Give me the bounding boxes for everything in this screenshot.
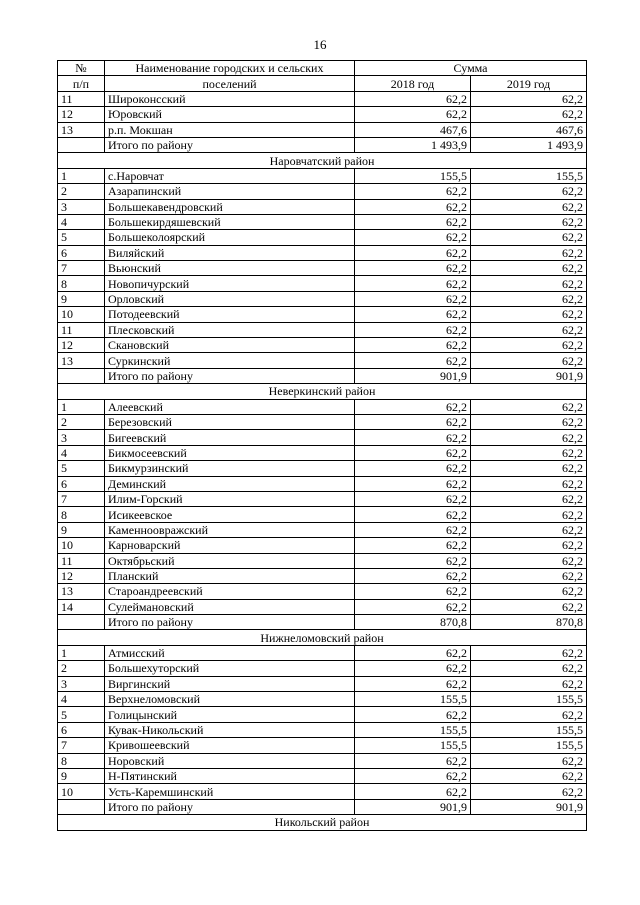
total-label: Итого по району [105,137,355,152]
table-row [58,661,587,676]
table-row [58,122,587,137]
amount-2018: 62,2 [355,753,471,768]
total-2019: 901,9 [471,799,587,814]
row-number: 4 [58,214,105,229]
row-number: 1 [58,399,105,414]
settlement-name: Большехуторский [105,661,355,676]
settlement-name: Большекирдяшевский [105,214,355,229]
region-name: Никольский район [58,815,587,830]
settlement-name: р.п. Мокшан [105,122,355,137]
row-number: 3 [58,676,105,691]
row-number: 14 [58,599,105,614]
settlement-name: Бигеевский [105,430,355,445]
table-row [58,553,587,568]
region-name: Наровчатский район [58,153,587,168]
total-number-blank [58,799,105,814]
table-row [58,168,587,183]
budget-table [57,60,587,831]
table-row [58,522,587,537]
amount-2018: 62,2 [355,707,471,722]
total-number-blank [58,615,105,630]
amount-2019: 62,2 [471,645,587,660]
settlement-name: Планский [105,568,355,583]
table-row [58,707,587,722]
total-label: Итого по району [105,615,355,630]
row-number: 5 [58,461,105,476]
settlement-name: Широконсский [105,91,355,106]
settlement-name: Юровский [105,107,355,122]
table-row [58,692,587,707]
total-2019: 901,9 [471,368,587,383]
amount-2019: 62,2 [471,661,587,676]
amount-2019: 62,2 [471,399,587,414]
amount-2018: 62,2 [355,538,471,553]
amount-2018: 62,2 [355,107,471,122]
table-row [58,430,587,445]
amount-2018: 62,2 [355,476,471,491]
total-label: Итого по району [105,799,355,814]
amount-2019: 62,2 [471,414,587,429]
row-number: 11 [58,322,105,337]
amount-2019: 62,2 [471,199,587,214]
table-row [58,261,587,276]
row-number: 7 [58,738,105,753]
total-2018: 901,9 [355,799,471,814]
region-name: Нижнеломовский район [58,630,587,645]
settlement-name: Усть-Каремшинский [105,784,355,799]
settlement-name: Орловский [105,291,355,306]
region-header-row [58,153,587,168]
amount-2019: 62,2 [471,430,587,445]
table-row [58,461,587,476]
settlement-name: Кривошеевский [105,738,355,753]
amount-2019: 155,5 [471,722,587,737]
header-year-2019: 2019 год [471,76,587,91]
region-header-row [58,815,587,830]
amount-2018: 62,2 [355,399,471,414]
settlement-name: Суркинский [105,353,355,368]
region-header-row [58,630,587,645]
amount-2018: 62,2 [355,599,471,614]
row-number: 2 [58,184,105,199]
amount-2019: 62,2 [471,230,587,245]
amount-2018: 62,2 [355,291,471,306]
table-row [58,322,587,337]
row-number: 8 [58,753,105,768]
amount-2018: 62,2 [355,445,471,460]
settlement-name: Сулеймановский [105,599,355,614]
row-number: 11 [58,553,105,568]
settlement-name: Илим-Горский [105,491,355,506]
amount-2019: 62,2 [471,445,587,460]
row-number: 12 [58,107,105,122]
amount-2018: 62,2 [355,276,471,291]
table-row [58,199,587,214]
settlement-name: Октябрьский [105,553,355,568]
amount-2019: 155,5 [471,738,587,753]
amount-2018: 62,2 [355,322,471,337]
table-row [58,507,587,522]
amount-2019: 62,2 [471,553,587,568]
total-row [58,799,587,814]
settlement-name: Скановский [105,338,355,353]
total-number-blank [58,368,105,383]
table-row [58,399,587,414]
row-number: 13 [58,584,105,599]
amount-2019: 62,2 [471,276,587,291]
row-number: 13 [58,353,105,368]
row-number: 5 [58,707,105,722]
header-year-2018: 2018 год [355,76,471,91]
row-number: 1 [58,645,105,660]
row-number: 1 [58,168,105,183]
settlement-name: Бикмосеевский [105,445,355,460]
row-number: 3 [58,199,105,214]
table-row [58,768,587,783]
total-row [58,137,587,152]
table-row [58,291,587,306]
table-row [58,722,587,737]
settlement-name: Вьюнский [105,261,355,276]
amount-2018: 62,2 [355,338,471,353]
settlement-name: Кувак-Никольский [105,722,355,737]
table-header [58,61,587,92]
settlement-name: Голицынский [105,707,355,722]
settlement-name: Виляйский [105,245,355,260]
total-2018: 870,8 [355,615,471,630]
amount-2018: 155,5 [355,168,471,183]
amount-2019: 62,2 [471,107,587,122]
row-number: 12 [58,338,105,353]
amount-2018: 62,2 [355,245,471,260]
region-header-row [58,384,587,399]
amount-2019: 155,5 [471,692,587,707]
settlement-name: Новопичурский [105,276,355,291]
table-row [58,784,587,799]
row-number: 8 [58,276,105,291]
row-number: 4 [58,692,105,707]
settlement-name: Верхнеломовский [105,692,355,707]
amount-2018: 155,5 [355,692,471,707]
table-row [58,214,587,229]
amount-2018: 155,5 [355,722,471,737]
table-row [58,307,587,322]
amount-2018: 155,5 [355,738,471,753]
header-number: № [58,61,105,76]
header-name-sub: поселений [105,76,355,91]
amount-2019: 62,2 [471,338,587,353]
amount-2018: 62,2 [355,768,471,783]
amount-2018: 62,2 [355,676,471,691]
settlement-name: Атмисский [105,645,355,660]
table-row [58,753,587,768]
row-number: 8 [58,507,105,522]
amount-2019: 62,2 [471,291,587,306]
settlement-name: Алеевский [105,399,355,414]
amount-2018: 62,2 [355,553,471,568]
amount-2019: 62,2 [471,322,587,337]
settlement-name: Виргинский [105,676,355,691]
amount-2019: 62,2 [471,353,587,368]
amount-2019: 62,2 [471,584,587,599]
settlement-name: Карноварский [105,538,355,553]
amount-2019: 62,2 [471,599,587,614]
amount-2019: 62,2 [471,568,587,583]
row-number: 9 [58,291,105,306]
row-number: 13 [58,122,105,137]
row-number: 2 [58,414,105,429]
amount-2018: 62,2 [355,261,471,276]
total-2018: 1 493,9 [355,137,471,152]
row-number: 9 [58,522,105,537]
table-row [58,476,587,491]
settlement-name: Плесковский [105,322,355,337]
row-number: 4 [58,445,105,460]
row-number: 11 [58,91,105,106]
amount-2019: 467,6 [471,122,587,137]
amount-2018: 62,2 [355,661,471,676]
amount-2018: 62,2 [355,214,471,229]
settlement-name: Березовский [105,414,355,429]
table-row [58,184,587,199]
row-number: 6 [58,476,105,491]
table-row [58,584,587,599]
table-row [58,645,587,660]
table-row [58,414,587,429]
amount-2019: 62,2 [471,476,587,491]
settlement-name: Потодеевский [105,307,355,322]
amount-2019: 62,2 [471,676,587,691]
settlement-name: Норовский [105,753,355,768]
amount-2019: 62,2 [471,784,587,799]
table-row [58,599,587,614]
amount-2018: 62,2 [355,91,471,106]
header-sum: Сумма [355,61,587,76]
table-body [58,91,587,830]
total-row [58,615,587,630]
amount-2019: 62,2 [471,245,587,260]
amount-2019: 62,2 [471,261,587,276]
row-number: 7 [58,491,105,506]
settlement-name: Каменноовражский [105,522,355,537]
row-number: 10 [58,307,105,322]
row-number: 12 [58,568,105,583]
amount-2019: 62,2 [471,491,587,506]
amount-2019: 62,2 [471,461,587,476]
amount-2019: 62,2 [471,707,587,722]
row-number: 6 [58,722,105,737]
table-row [58,538,587,553]
amount-2019: 62,2 [471,507,587,522]
table-row [58,353,587,368]
table-row [58,676,587,691]
row-number: 10 [58,538,105,553]
header-number-sub: п/п [58,76,105,91]
amount-2018: 62,2 [355,307,471,322]
table-row [58,445,587,460]
total-2019: 1 493,9 [471,137,587,152]
row-number: 3 [58,430,105,445]
amount-2019: 62,2 [471,214,587,229]
settlement-name: Бикмурзинский [105,461,355,476]
settlement-name: Деминский [105,476,355,491]
amount-2019: 62,2 [471,91,587,106]
amount-2018: 62,2 [355,645,471,660]
row-number: 5 [58,230,105,245]
table-row [58,107,587,122]
amount-2018: 62,2 [355,230,471,245]
region-name: Неверкинский район [58,384,587,399]
row-number: 2 [58,661,105,676]
total-2018: 901,9 [355,368,471,383]
amount-2018: 62,2 [355,491,471,506]
total-2019: 870,8 [471,615,587,630]
amount-2019: 62,2 [471,768,587,783]
table-row [58,245,587,260]
amount-2019: 62,2 [471,522,587,537]
amount-2018: 467,6 [355,122,471,137]
settlement-name: Большекавендровский [105,199,355,214]
amount-2018: 62,2 [355,568,471,583]
table-row [58,91,587,106]
row-number: 10 [58,784,105,799]
amount-2018: 62,2 [355,584,471,599]
table-row [58,230,587,245]
amount-2018: 62,2 [355,184,471,199]
table-row [58,338,587,353]
settlement-name: с.Наровчат [105,168,355,183]
settlement-name: Староандреевский [105,584,355,599]
total-number-blank [58,137,105,152]
amount-2019: 155,5 [471,168,587,183]
amount-2018: 62,2 [355,507,471,522]
settlement-name: Н-Пятинский [105,768,355,783]
settlement-name: Азарапинский [105,184,355,199]
row-number: 6 [58,245,105,260]
amount-2018: 62,2 [355,430,471,445]
amount-2019: 62,2 [471,753,587,768]
table-row [58,568,587,583]
total-row [58,368,587,383]
table-row [58,491,587,506]
amount-2019: 62,2 [471,184,587,199]
row-number: 7 [58,261,105,276]
total-label: Итого по району [105,368,355,383]
settlement-name: Большеколоярский [105,230,355,245]
row-number: 9 [58,768,105,783]
amount-2018: 62,2 [355,353,471,368]
settlement-name: Исикеевское [105,507,355,522]
table-row [58,276,587,291]
amount-2018: 62,2 [355,461,471,476]
amount-2018: 62,2 [355,784,471,799]
amount-2019: 62,2 [471,538,587,553]
amount-2018: 62,2 [355,522,471,537]
header-name: Наименование городских и сельских [105,61,355,76]
amount-2018: 62,2 [355,414,471,429]
page-number: 16 [313,37,327,52]
amount-2018: 62,2 [355,199,471,214]
table-row [58,738,587,753]
amount-2019: 62,2 [471,307,587,322]
